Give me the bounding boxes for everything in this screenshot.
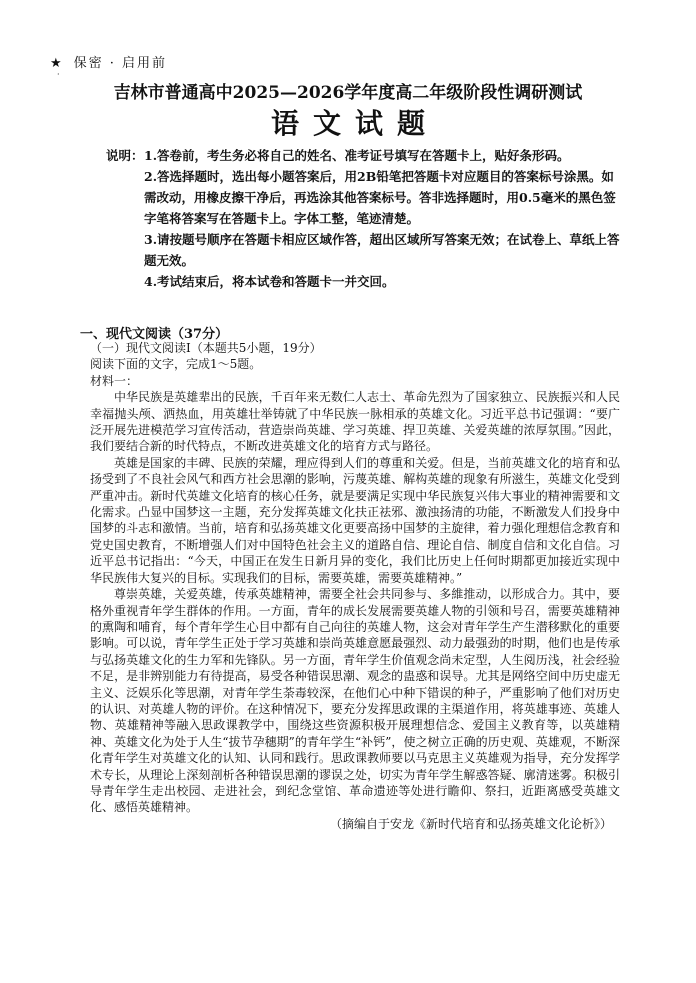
reading-direction: 阅读下面的文字，完成1～5题。 [90,357,262,372]
instruction-text: 4.考试结束后，将本试卷和答题卡一并交回。 [144,274,395,289]
star-icon: ★ [50,56,64,71]
instruction-text: 1.答卷前，考生务必将自己的姓名、准考证号填写在答题卡上，贴好条形码。 [144,148,570,163]
confidential-mark [50,52,167,71]
instruction-text: 3.请按题号顺序在答题卡相应区域作答，超出区域所写答案无效；在试卷上、草纸上答题无效。 [144,232,620,268]
article-paragraph: 尊崇英雄，关爱英雄，传承英雄精神，需要全社会共同参与、多維推动，以形成合力。其中，要格外重视青年学生群体的作用。一方面，青年的成长发展需要英雄人物的引领和号召，需要英雄精神的熏陶和哺育，每个青年学生心目中都有自己向往的英雄人物，这会对青年学生产生潜移默化的重要影响。可以说，青年学生正处于学习英雄和崇尚英雄意愿最强烈、动力最强劲的时期，他们也是传承与弘扬英雄文化的生力军和先锋队。另一方面，青年学生价值观念尚未定型，人生阅历浅，社会经验不足，是非辨别能力有待提高，易受各种错误思潮、观念的蛊惑和误导。尤其是网络空间中历史虚无主义、泛娱乐化等思潮，对青年学生荼毒较深，在他们心中种下错误的种子，严重影响了他们对历史的认识、对英雄人物的评价。在这种情况下，要充分发挥思政课的主渠道作用，将英雄事迹、英雄人物、英雄精神等融入思政课教学中，围绕这些资源积极开展理想信念、爱国主义教育等，以英雄精神、英雄文化为处于人生“拔节孕穗期”的青年学生“补钙”，使之树立正确的历史观、英雄观，不断深化青年学生对英雄文化的认知、认同和践行。思政课教师要以马克思主义英雄观为指导，充分发挥学术专长，从理论上深刻剖析各种错误思潮的谬误之处，切实为青年学生解惑答疑、廓清迷雾。积极引导青年学生走出校园、走进社会，到纪念堂馆、革命遗迹等处进行瞻仰、祭扫，近距离感受英雄文化、感悟英雄精神。 [90,587,620,815]
reading-content [90,340,620,832]
article-paragraph: 中华民族是英雄辈出的民族，千百年来无数仁人志士、革命先烈为了国家独立、民族振兴和人民幸福抛头颅、洒热血，用英雄壮举铸就了中华民族一脉相承的英雄文化。习近平总书记强调：“要广泛开展先进模范学习宣传活动，营造崇尚英雄、学习英雄、捍卫英雄、关爱英雄的浓厚氛围。”因此，我们要结合新的时代特点，不断改进英雄文化的培育方式与路径。 [90,390,620,454]
material-label: 材料一： [90,373,139,388]
sub-section-heading: （一）现代文阅读Ⅰ（本题共5小题，19分） [90,341,322,355]
subject-title: 语文试题 [270,107,439,140]
instruction-item [106,229,626,271]
instruction-item [106,145,626,166]
section-heading: 一、现代文阅读（37分） [80,327,229,342]
exam-title: 吉林市普通高中2025—2026学年度高二年级阶段性调研测试 [113,83,583,103]
source-citation: （摘编自于安龙《新时代培育和弘扬英雄文化论析》） [329,816,612,831]
instruction-item [106,166,626,229]
instructions-label: 说明： [106,148,144,163]
confidential-label: 保密 · 启用前 [73,56,168,71]
instruction-text: 2.答选择题时，选出每小题答案后，用2B铅笔把答题卡对应题目的答案标号涂黑。如需改动，用橡皮擦干净后，再选涂其他答案标号。答非选择题时，用0.5毫米的黑色签字笔将答案写在答题卡上。字体工整，笔迹清楚。 [144,169,616,226]
dot-mark: · [57,70,60,79]
instruction-item [106,271,626,292]
instructions [106,145,626,292]
article-paragraph: 英雄是国家的丰碑、民族的荣耀，理应得到人们的尊重和关爱。但是，当前英雄文化的培育和弘扬受到了不良社会风气和西方社会思潮的影响，污蔑英雄、解构英雄的现象有所滋生，英雄文化受到严重冲击。新时代英雄文化培育的核心任务，就是要满足实现中华民族复兴伟大事业的精神需要和文化需求。凸显中国梦这一主题，充分发挥英雄文化扶正祛邪、激浊扬清的功能，不断激发人们投身中国梦的斗志和激情。当前，培育和弘扬英雄文化更要高扬中国梦的主旋律，着力强化理想信念教育和党史国史教育，不断增强人们对中国特色社会主义的道路自信、理论自信、制度自信和文化自信。习近平总书记指出：“今天，中国正在发生日新月异的变化，我们比历史上任何时期都更加接近实现中华民族伟大复兴的目标。实现我们的目标，需要英雄，需要英雄精神。” [90,455,620,585]
